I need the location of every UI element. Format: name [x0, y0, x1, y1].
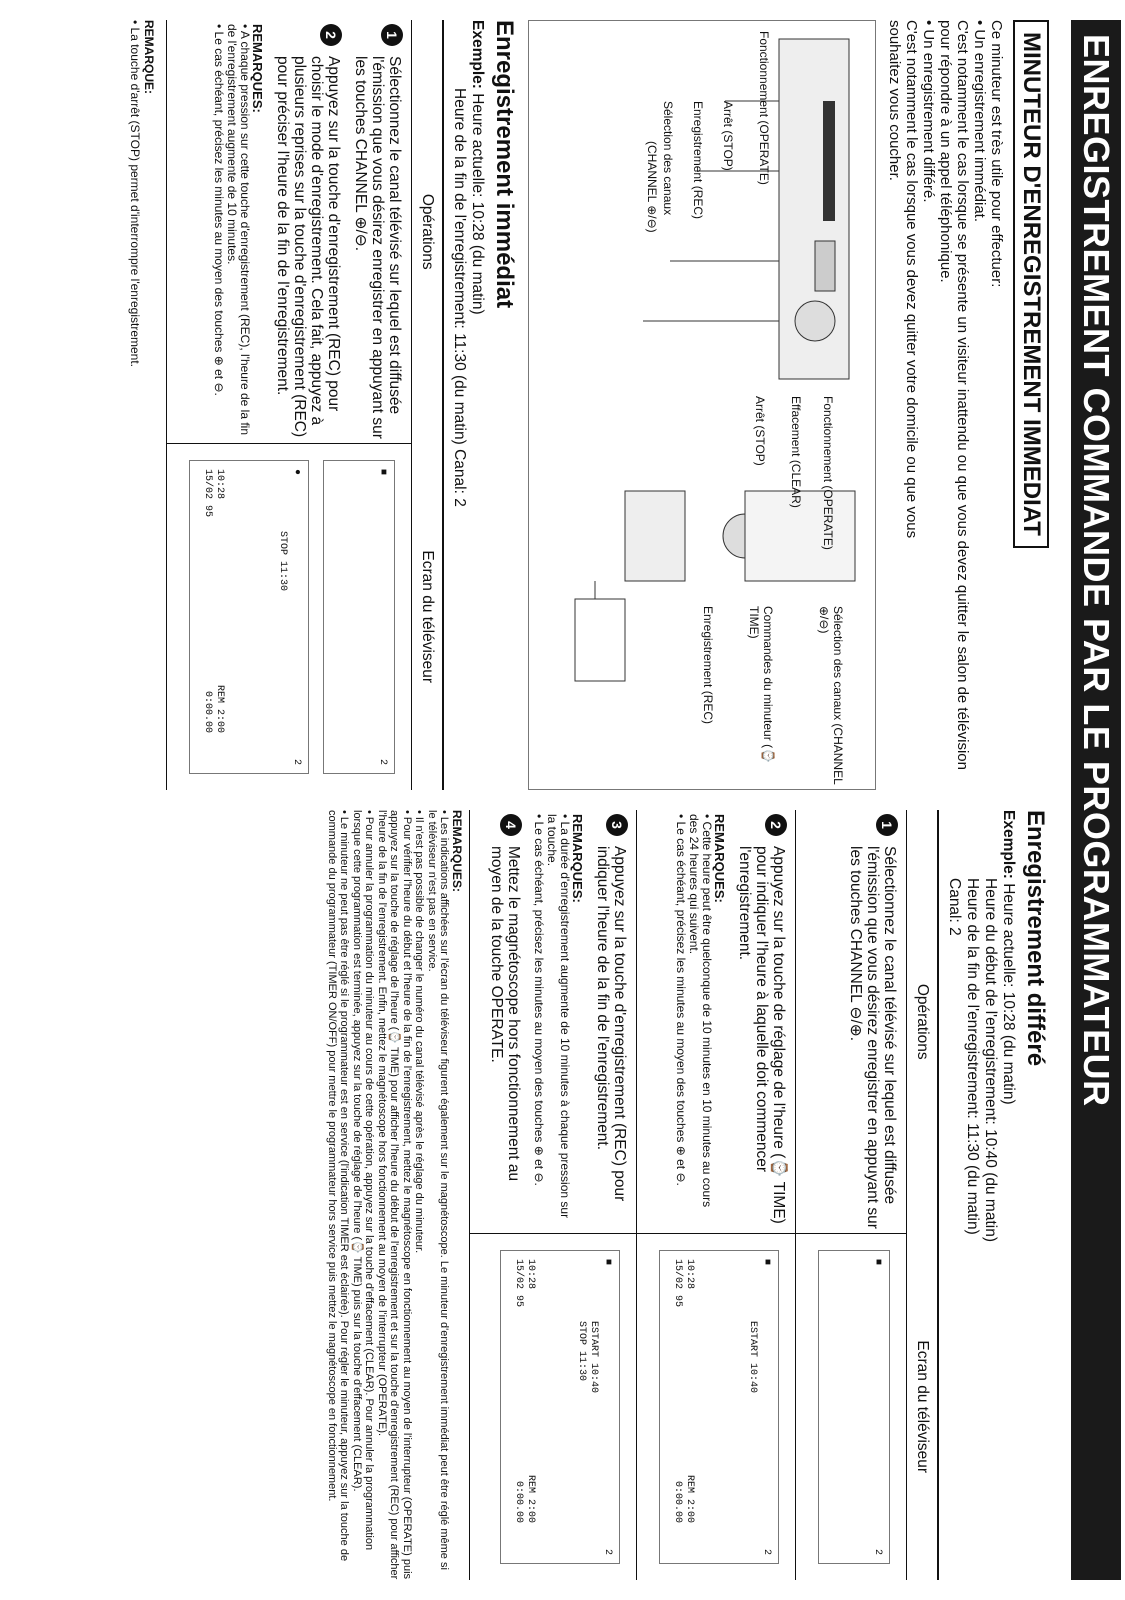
tv-time: 10:28 [214, 469, 225, 500]
deferred-example [945, 810, 1017, 1580]
remark-item: • Le cas échéant, précisez les minutes au moyen des touches ⊕ et ⊖. [212, 24, 226, 396]
label-remote-stop: Arrêt (STOP) [753, 396, 767, 466]
label-channel: Sélection des canaux [661, 101, 675, 216]
tv-counter: 0:00.00 [202, 690, 213, 733]
intro-line: C'est notamment le cas lorsque vous devez quitter votre domicile ou que vous [903, 20, 920, 539]
intro-line: souhaitez vous coucher. [886, 20, 903, 181]
label-remote-rec: Enregistrement (REC) [701, 606, 715, 725]
tv-date: 15/02 95 [513, 1259, 524, 1308]
section-title-immediate: MINUTEUR D'ENREGISTREMENT IMMEDIAT [1013, 20, 1049, 548]
step-text: Mettez le magnétoscope hors fonctionnement au moyen de la touche OPERATE. [488, 846, 522, 1182]
col-header-tv-screen: Ecran du téléviseur [412, 444, 444, 791]
tv-date: 15/02 95 [672, 1259, 683, 1308]
tv-screen-cell [470, 1234, 637, 1581]
tv-line: ESTART 10:40 [747, 1321, 758, 1394]
col-header-operations: Opérations [412, 20, 444, 444]
op-step-cell [637, 810, 796, 1234]
step-1 [847, 814, 898, 1229]
example-line: Canal: 2 [946, 878, 963, 936]
step-1 [352, 24, 403, 439]
tv-screen-cell [167, 444, 412, 791]
deferred-heading: Enregistrement différé [1022, 810, 1049, 1067]
tv-screen-1 [818, 1250, 890, 1564]
step-3 [594, 814, 628, 1229]
remote-inset [575, 599, 625, 681]
remarks-title: REMARQUES: [450, 810, 464, 893]
tv-channel: 2 [291, 758, 302, 765]
tv-screen-2 [189, 460, 309, 774]
tv-channel: 2 [602, 1548, 613, 1555]
square-icon: ■ [761, 1259, 772, 1266]
remark-item: • La durée d'enregistrement augmente de 10 minutes à chaque pression sur la touche. [545, 814, 572, 1219]
intro-line: • Un enregistrement immédiat. [971, 20, 988, 222]
remark-item: • Pour vérifier l'heure du début et l'heure de la fin de l'enregistrement, mettez le magnétoscope en fonctionnement au moyen de l'interrupteur (OPERATE) puis appuyez sur la touche de réglage de l'heure (⌚ TIME) pour afficher l'heure du début de l'enregistrement et sur la touche d'enregistrement (REC) pour afficher l'heure de la fin de l'enregistrement. Enfin, mettez le magnétoscope hors fonctionnement au moyen de l'interrupteur (OPERATE). [376, 810, 413, 1580]
step-number: 4 [500, 814, 522, 836]
remarks-title: REMARQUES: [570, 814, 585, 903]
step-text: Sélectionnez le canal télévisé sur lequel est diffusée l'émission que vous désirez enregistrer en appuyant sur les touches CHANNEL ⊕/⊖. [352, 56, 403, 439]
square-icon: ■ [602, 1259, 613, 1266]
remote-body [625, 491, 685, 581]
tv-screen-2 [659, 1250, 779, 1564]
vcr-display [823, 101, 835, 221]
example-line: Heure du début de l'enregistrement: 10:40 (du matin) [982, 878, 999, 1242]
tv-counter: 0:00.00 [513, 1480, 524, 1523]
label-stop: Arrêt (STOP) [721, 101, 735, 171]
label-remote-operate: Fonctionnement (OPERATE) [821, 396, 835, 550]
intro-line: C'est notamment le cas lorsque se présente un visiteur inattendu ou que vous devez quitter le salon de télévision pour répondre à un appel téléphonique. [937, 20, 971, 770]
square-icon: ■ [377, 469, 388, 476]
tv-line: STOP 11:30 [277, 531, 288, 592]
op-step-cell [470, 810, 637, 1234]
step-text: Appuyez sur la touche d'enregistrement (REC) pour indiquer l'heure de la fin de l'enregistrement. [594, 846, 628, 1202]
remark-item: • Les indications affichées sur l'écran du téléviseur figurent également sur le magnétoscope. Le minuteur d'enregistrement immédiat peut être réglé même si le téléviseur n'est pas en service. [426, 810, 451, 1570]
col-header-operations: Opérations [907, 810, 939, 1234]
step-text: Sélectionnez le canal télévisé sur lequel est diffusée l'émission que vous désirez enregistrer en appuyant sur les touches CHANNEL ⊖/⊕. [847, 846, 898, 1229]
example-line: Heure de la fin de l'enregistrement: 11:30 (du matin) Canal: 2 [451, 88, 468, 507]
immediate-example [450, 20, 486, 790]
tv-screen-cell [796, 1234, 907, 1581]
remarks-title: REMARQUES: [250, 24, 265, 113]
label-remote-channel: Sélection des canaux (CHANNEL ⊕/⊖) [817, 606, 845, 785]
left-column [128, 20, 1061, 790]
remarks-block [212, 24, 264, 439]
tv-rem: REM 2:00 [525, 1474, 536, 1523]
tv-counter: 0:00.00 [672, 1480, 683, 1523]
col-header-tv-screen: Ecran du téléviseur [907, 1234, 939, 1581]
op-step-cell [796, 810, 907, 1234]
right-column [326, 810, 1062, 1580]
tv-screen-1 [323, 460, 395, 774]
remark-item: • Le cas échéant, précisez les minutes au moyen des touches ⊕ et ⊖. [674, 814, 688, 1186]
example-label: Exemple: [469, 20, 486, 89]
remark-item: • Il n'est pas possible de changer le numéro du canal télévisé après le réglage du minuteur. [413, 810, 426, 1254]
vcr-and-remote-illustration [528, 20, 876, 790]
step-2 [736, 814, 787, 1229]
example-line: Heure de la fin de l'enregistrement: 11:30 (du matin) [964, 878, 981, 1235]
immediate-ops-table [166, 20, 444, 790]
tv-time: 10:28 [525, 1259, 536, 1290]
page-banner: ENREGISTREMENT COMMANDE PAR LE PROGRAMMATEUR [1071, 20, 1121, 1580]
tv-rem: REM 2:00 [684, 1474, 695, 1523]
tv-channel: 2 [761, 1548, 772, 1555]
footer-title: REMARQUE: [142, 20, 156, 94]
vcr-button-group [815, 241, 835, 291]
tv-line: ESTART 10:40 [588, 1321, 599, 1394]
remark-item: • Cette heure peut être quelconque de 10 minutes en 10 minutes au cours des 24 heures qui suivent. [687, 814, 714, 1208]
step-4 [488, 814, 522, 1229]
tv-screen-cell [637, 1234, 796, 1581]
step-number: 2 [765, 814, 787, 836]
remark-item: • Le cas échéant, précisez les minutes au moyen des touches ⊕ et ⊖. [532, 814, 546, 1186]
intro-line: Ce minuteur est très utile pour effectuer: [988, 20, 1005, 288]
tv-screen-3 [500, 1250, 620, 1564]
tv-line: STOP 11:30 [576, 1321, 587, 1382]
label-remote-clear: Effacement (CLEAR) [789, 396, 803, 508]
label-operate: Fonctionnement (OPERATE) [757, 31, 771, 185]
remarks-block [532, 814, 584, 1229]
step-text: Appuyez sur la touche de réglage de l'heure (⌚ TIME) pour indiquer l'heure à laquelle doit commencer l'enregistrement. [736, 846, 787, 1224]
immediate-heading: Enregistrement immédiat [491, 20, 518, 309]
op-step-cell [167, 20, 412, 444]
square-icon: ■ [872, 1259, 883, 1266]
tv-rem: REM 2:00 [214, 684, 225, 733]
remarks-block [674, 814, 726, 1229]
step-text: Appuyez sur la touche d'enregistrement (REC) pour choisir le mode d'enregistrement. Cela fait, appuyez à plusieurs reprises sur la touche d'enregistrement (REC) pour préciser l'heure de la fin de l'enregistrement. [274, 56, 342, 438]
deferred-ops-table [469, 810, 939, 1580]
example-label: Exemple: [1000, 810, 1017, 879]
remark-item: • A chaque pression sur cette touche d'enregistrement (REC), l'heure de la fin de l'enregistrement augmente de 10 minutes. [225, 24, 252, 436]
example-line: Heure actuelle: 10:28 (du matin) [469, 93, 486, 315]
step-number: 3 [606, 814, 628, 836]
tv-channel: 2 [872, 1548, 883, 1555]
step-number: 1 [381, 24, 403, 46]
label-remote-timer: Commandes du minuteur (⌚ TIME) [747, 606, 775, 764]
step-2 [274, 24, 342, 439]
intro-line: • Un enregistrement différé. [920, 20, 937, 203]
footer-remark [128, 20, 156, 790]
intro-text [886, 20, 1005, 790]
tv-time: 10:28 [684, 1259, 695, 1290]
remarks-title: REMARQUES: [712, 814, 727, 903]
remark-item: • Le minuteur ne peut pas être réglé si le programmateur est en service (l'indication TIMER est éclairée). Pour régler le minuteur, appuyez sur la touche de commande du programmateur (TIMER ON/OFF) pour mettre le programmateur hors service puis mettez le magnétoscope en fonctionnement. [326, 810, 351, 1562]
example-line: Heure actuelle: 10:28 (du matin) [1000, 883, 1017, 1105]
general-remarks [326, 810, 464, 1580]
remark-item: • Pour annuler la programmation du minuteur au cours de cette opération, appuyez sur la touche d'effacement (CLEAR). Pour annuler la programmation lorsque cette programmation est terminée, appuyez sur la touche de réglage de l'heure (⌚ TIME) puis sur la touche d'effacement (CLEAR). [351, 810, 376, 1551]
tv-date: 15/02 95 [202, 469, 213, 518]
vcr-dial [795, 301, 835, 341]
label-rec: Enregistrement (REC) [691, 101, 705, 220]
label-channel-2: (CHANNEL ⊕/⊖) [645, 141, 659, 233]
step-number: 2 [320, 24, 342, 46]
tv-channel: 2 [377, 758, 388, 765]
footer-text: • La touche d'arrêt (STOP) permet d'interrompre l'enregistrement. [128, 20, 142, 367]
circle-icon: ● [291, 469, 302, 476]
step-number: 1 [876, 814, 898, 836]
